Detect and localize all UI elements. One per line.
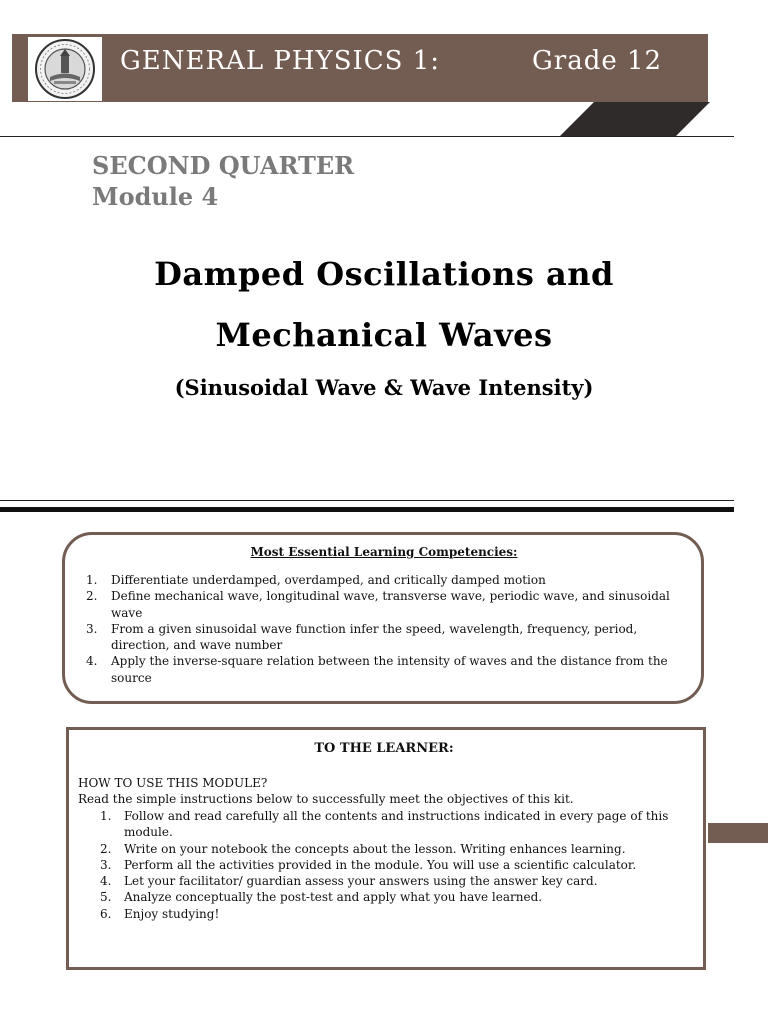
list-item <box>86 572 686 588</box>
list-number: 1. <box>100 809 112 823</box>
learner-intro: Read the simple instructions below to successfully meet the objectives of this kit. <box>78 792 574 806</box>
list-item <box>100 857 670 873</box>
list-number: 1. <box>86 573 98 587</box>
list-text: Let your facilitator/ guardian assess your answers using the answer key card. <box>124 874 598 889</box>
list-number: 2. <box>100 841 112 856</box>
module-subtitle: (Sinusoidal Wave & Wave Intensity) <box>174 375 594 400</box>
list-item <box>100 808 670 841</box>
melc-heading: Most Essential Learning Competencies: <box>250 545 518 559</box>
list-text: Apply the inverse-square relation between the intensity of waves and the distance from the source <box>111 654 668 685</box>
list-item <box>100 906 670 922</box>
corner-tab-decoration <box>560 102 710 136</box>
header-title: GENERAL PHYSICS 1: <box>120 46 441 76</box>
list-text: Analyze conceptually the post-test and apply what you have learned. <box>124 890 543 905</box>
divider-thin <box>0 500 734 501</box>
list-item <box>100 889 670 905</box>
list-text: From a given sinusoidal wave function infer the speed, wavelength, frequency, period, direction, and wave number <box>111 621 638 653</box>
module-title-line2: Mechanical Waves <box>215 316 553 354</box>
melc-list <box>86 572 686 686</box>
howto-heading: HOW TO USE THIS MODULE? <box>78 776 268 790</box>
list-number: 4. <box>100 874 112 889</box>
module-title-line1: Damped Oscillations and <box>154 255 614 293</box>
learner-instructions-list <box>100 808 670 922</box>
list-text: Differentiate underdamped, overdamped, and critically damped motion <box>111 573 546 587</box>
header-grade: Grade 12 <box>532 46 663 76</box>
list-text: Perform all the activities provided in the module. You will use a scientific calculator. <box>124 857 637 872</box>
list-number: 3. <box>100 857 112 872</box>
module-label: Module 4 <box>92 182 219 211</box>
list-number: 4. <box>86 654 98 669</box>
list-number: 2. <box>86 589 98 604</box>
learner-heading: TO THE LEARNER: <box>314 741 454 756</box>
list-item <box>86 621 686 654</box>
side-tab-decoration <box>708 823 768 843</box>
list-number: 3. <box>86 621 98 636</box>
list-item <box>100 841 670 857</box>
list-item <box>86 588 686 621</box>
divider-top <box>0 136 734 137</box>
quarter-label: SECOND QUARTER <box>92 151 355 180</box>
quarter-heading <box>92 150 354 212</box>
list-number: 6. <box>100 906 112 921</box>
list-text: Write on your notebook the concepts about the lesson. Writing enhances learning. <box>124 841 626 856</box>
schools-division-office-seal-icon <box>28 37 102 101</box>
list-text: Follow and read carefully all the contents and instructions indicated in every page of this module. <box>124 809 669 840</box>
list-item <box>100 873 670 889</box>
list-text: Enjoy studying! <box>124 906 220 921</box>
list-number: 5. <box>100 890 112 905</box>
list-item <box>86 653 686 686</box>
list-text: Define mechanical wave, longitudinal wave, transverse wave, periodic wave, and sinusoidal wave <box>111 589 670 620</box>
divider-thick <box>0 507 734 512</box>
